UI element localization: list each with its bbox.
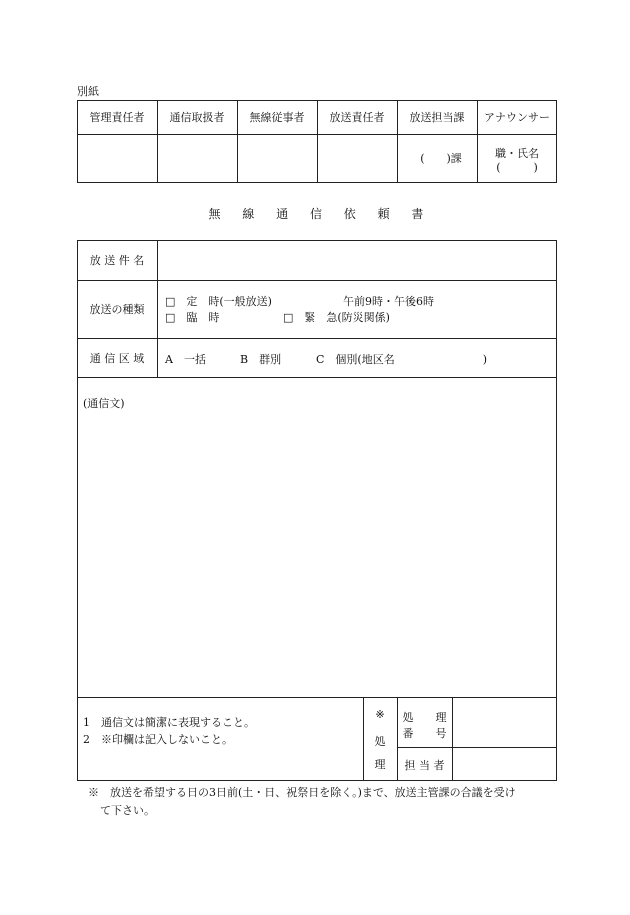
operator-stamp-box[interactable] <box>157 134 237 182</box>
note-2: 2 ※印欄は記入しないこと。 <box>83 733 233 746</box>
footnote-line-1: ※ 放送を希望する日の3日前(土・日、祝祭日を除く。)まで、放送主管課の合議を受け <box>88 786 516 799</box>
type-regular-option[interactable]: □ 定 時(一般放送) <box>165 295 272 308</box>
header-manager: 管理責任者 <box>89 111 145 124</box>
message-area[interactable] <box>77 377 557 697</box>
type-label: 放送の種類 <box>89 303 145 316</box>
type-regular-time: 午前9時・午後6時 <box>343 295 434 308</box>
header-broadcast-chief: 放送責任者 <box>329 111 385 124</box>
announcer-field-paren: ( ) <box>496 161 538 174</box>
header-radio-engineer: 無線従事者 <box>249 111 305 124</box>
subject-input[interactable] <box>157 240 557 280</box>
announcer-field[interactable] <box>477 134 557 182</box>
radio-engineer-stamp-box[interactable] <box>237 134 317 182</box>
type-temporary-option[interactable]: □ 臨 時 <box>165 311 220 324</box>
type-emergency-option[interactable]: □ 緊 急(防災関係) <box>283 311 390 324</box>
header-broadcast-dept: 放送担当課 <box>409 111 465 124</box>
office-mark: ※ <box>375 708 385 721</box>
subject-label: 放 送 件 名 <box>89 254 145 267</box>
person-in-charge-label: 担 当 者 <box>404 759 445 772</box>
dept-field-text: ( )課 <box>420 152 462 165</box>
office-label-2: 理 <box>374 758 386 771</box>
document-title: 無 線 通 信 依 頼 書 <box>208 207 426 221</box>
footnote-line-2: て下さい。 <box>100 804 155 817</box>
note-1: 1 通信文は簡潔に表現すること。 <box>83 716 255 729</box>
dept-field[interactable] <box>397 134 477 182</box>
office-label: 処 <box>374 735 386 748</box>
processing-no-field[interactable] <box>452 697 557 747</box>
area-option-a[interactable]: A 一括 <box>165 353 206 366</box>
header-operator: 通信取扱者 <box>169 111 225 124</box>
area-option-b[interactable]: B 群別 <box>240 353 282 366</box>
announcer-field-label: 職・氏名 <box>495 147 539 160</box>
header-announcer: アナウンサー <box>484 111 550 124</box>
attachment-label: 別紙 <box>77 85 99 98</box>
area-label: 通 信 区 域 <box>89 351 145 365</box>
broadcast-chief-stamp-box[interactable] <box>317 134 397 182</box>
processing-no-label-1: 処 理 <box>402 711 447 724</box>
processing-no-label-2: 番 号 <box>402 727 447 740</box>
manager-stamp-box[interactable] <box>77 134 157 182</box>
person-in-charge-field[interactable] <box>452 747 557 780</box>
message-label: (通信文) <box>83 397 125 410</box>
area-option-c[interactable]: C 個別(地区名 ) <box>316 353 487 366</box>
